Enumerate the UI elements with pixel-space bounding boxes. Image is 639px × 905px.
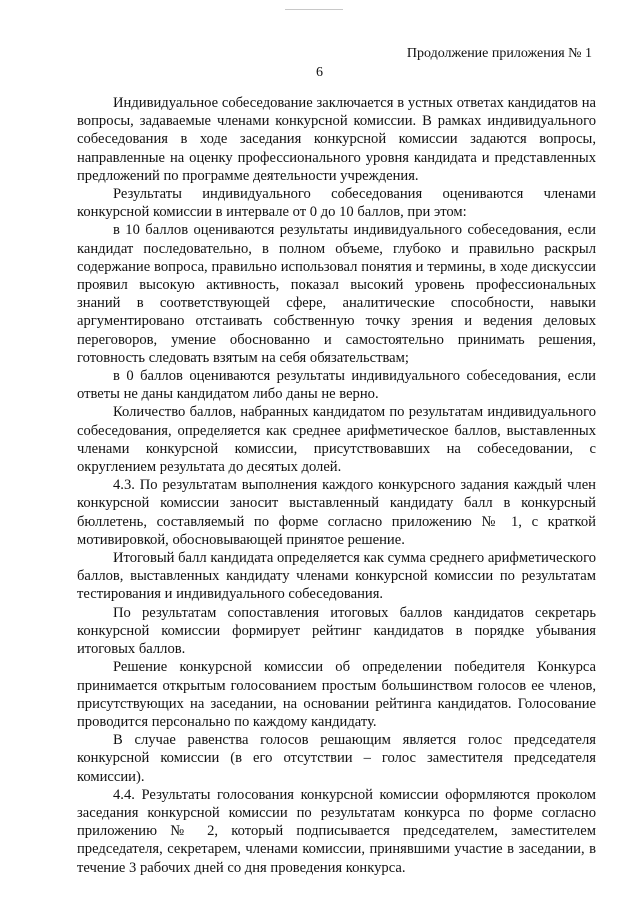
page-number: 6	[316, 65, 323, 80]
scan-artifact-line	[285, 9, 343, 10]
paragraph-4-4-protocol: 4.4. Результаты голосования конкурсной комиссии оформляются проколом заседания конкурсной комиссии по результатам конкурса по форме согласно приложению № 2, который подписывается председателем, заместителем председателя, секретарем, членами комиссии, принявшими участие в заседании, в течение 3 рабочих дней со дня проведения конкурса.	[77, 786, 596, 876]
paragraph-score-average: Количество баллов, набранных кандидатом по результатам индивидуального собеседования, определяется как среднее арифметическое баллов, выставленных членами конкурсной комиссии, присутствовавших на собеседовании, с округлением результата до десятых долей.	[77, 404, 596, 476]
paragraph-score-10: в 10 баллов оцениваются результаты индивидуального собеседования, если кандидат последовательно, в полном объеме, глубоко и правильно раскрыл содержание вопроса, правильно использовал понятия и термины, в ходе дискуссии проявил высокую активность, показал высокий уровень профессиональных знаний в соответствующей сфере, аналитические способности, навыки аргументировано отстаивать собственную точку зрения и ведения деловых переговоров, умение обоснованно и самостоятельно принимать решения, готовность следовать взятым на себя обязательствам;	[77, 222, 596, 366]
paragraph-final-score: Итоговый балл кандидата определяется как сумма среднего арифметического баллов, выставленных кандидату членами конкурсной комиссии по результатам тестирования и индивидуального собеседования.	[77, 550, 596, 603]
paragraph-ranking: По результатам сопоставления итоговых баллов кандидатов секретарь конкурсной комиссии формирует рейтинг кандидатов в порядке убывания итоговых баллов.	[77, 604, 596, 658]
document-body	[77, 94, 596, 877]
paragraph-interview-definition: Индивидуальное собеседование заключается в устных ответах кандидатов на вопросы, задаваемые членами конкурсной комиссии. В рамках индивидуального собеседования в ходе заседания конкурсной комиссии задаются вопросы, направленные на оценку профессионального уровня кандидата и представленных предложений по программе деятельности учреждения.	[77, 95, 596, 184]
appendix-continuation-note: Продолжение приложения № 1	[406, 46, 592, 61]
paragraph-4-3-ballot: 4.3. По результатам выполнения каждого конкурсного задания каждый член конкурсной комиссии заносит выставленный кандидату балл в конкурсный бюллетень, составляемый по форме согласно приложению № 1, с краткой мотивировкой, обосновывающей принятое решение.	[77, 477, 596, 548]
paragraph-interview-scoring: Результаты индивидуального собеседования оцениваются членами конкурсной комиссии в интервале от 0 до 10 баллов, при этом:	[77, 186, 596, 221]
paragraph-winner-decision: Решение конкурсной комиссии об определении победителя Конкурса принимается открытым голосованием простым большинством голосов ее членов, присутствующих на заседании, на основании рейтинга кандидатов. Голосование проводится персонально по каждому кандидату.	[77, 659, 596, 730]
paragraph-tie-vote: В случае равенства голосов решающим является голос председателя конкурсной комиссии (в его отсутствии – голос заместителя председателя комиссии).	[77, 732, 596, 785]
paragraph-score-0: в 0 баллов оцениваются результаты индивидуального собеседования, если ответы не даны кандидатом либо даны не верно.	[77, 368, 596, 403]
